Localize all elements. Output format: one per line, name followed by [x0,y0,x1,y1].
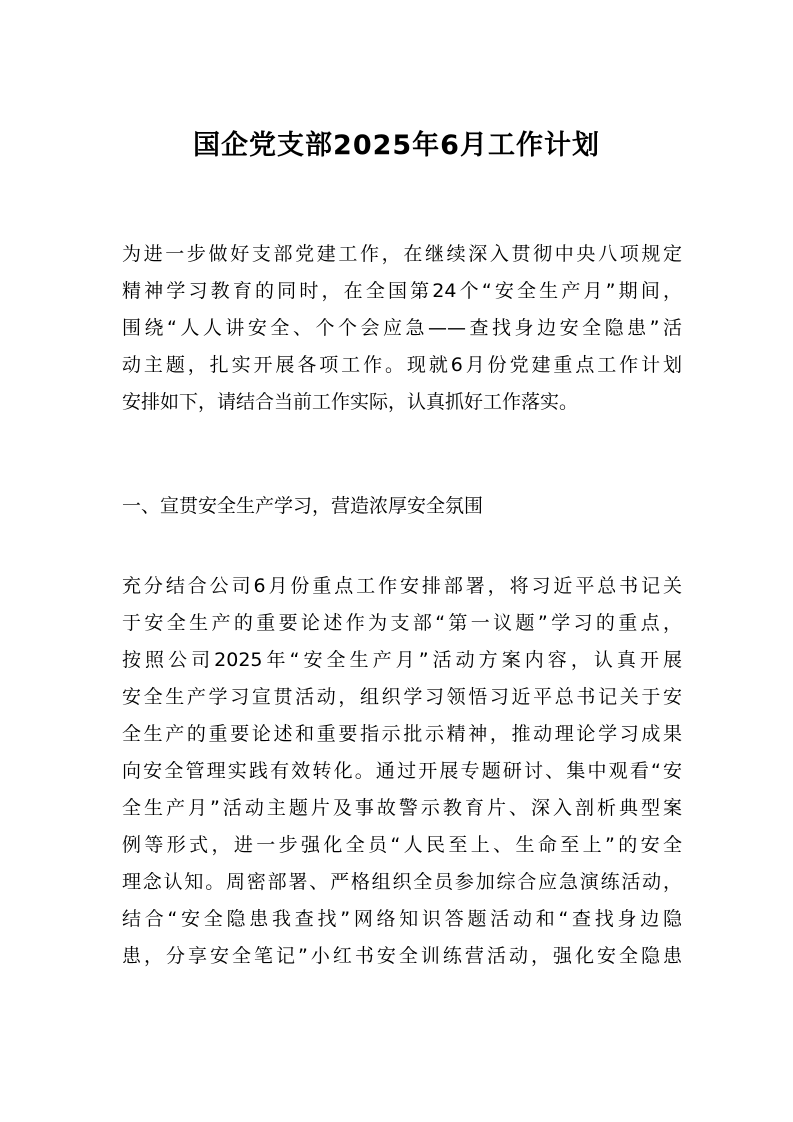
paragraph-line: 向安全管理实践有效转化。通过开展专题研讨、集中观看“安 [122,760,682,782]
document-title: 国企党支部2025年6月工作计划 [193,130,600,161]
paragraph-line: 结合“安全隐患我查找”网络知识答题活动和“查找身边隐 [122,908,682,930]
paragraph-line: 患，分享安全笔记”小红书安全训练营活动，强化安全隐患 [122,945,682,967]
paragraph-line: 安全生产学习宣贯活动，组织学习领悟习近平总书记关于安 [122,686,682,708]
paragraph-line: 安排如下，请结合当前工作实际，认真抓好工作落实。 [122,391,579,413]
paragraph-line: 精神学习教育的同时，在全国第24个“安全生产月”期间， [122,280,682,302]
paragraph-line: 全生产月”活动主题片及事故警示教育片、深入剖析典型案 [122,797,682,819]
section-heading-text: 一、宣贯安全生产学习，营造浓厚安全氛围 [122,495,484,517]
section-heading [122,488,682,525]
paragraph-line: 例等形式，进一步强化全员“人民至上、生命至上”的安全 [122,834,682,856]
paragraph-line: 于安全生产的重要论述作为支部“第一议题”学习的重点， [122,612,682,634]
paragraph-line: 按照公司2025年“安全生产月”活动方案内容，认真开展 [122,649,682,671]
paragraph-line: 充分结合公司6月份重点工作安排部署，将习近平总书记关 [122,575,682,597]
paragraph-line: 动主题，扎实开展各项工作。现就6月份党建重点工作计划 [122,354,682,376]
paragraph-line: 为进一步做好支部党建工作，在继续深入贯彻中央八项规定 [122,243,682,265]
paragraph-line: 理念认知。周密部署、严格组织全员参加综合应急演练活动， [122,871,682,893]
section-body-paragraph [122,568,682,975]
intro-paragraph [122,236,682,421]
paragraph-line: 全生产的重要论述和重要指示批示精神，推动理论学习成果 [122,723,682,745]
paragraph-line: 围绕“人人讲安全、个个会应急——查找身边安全隐患”活 [122,317,682,339]
